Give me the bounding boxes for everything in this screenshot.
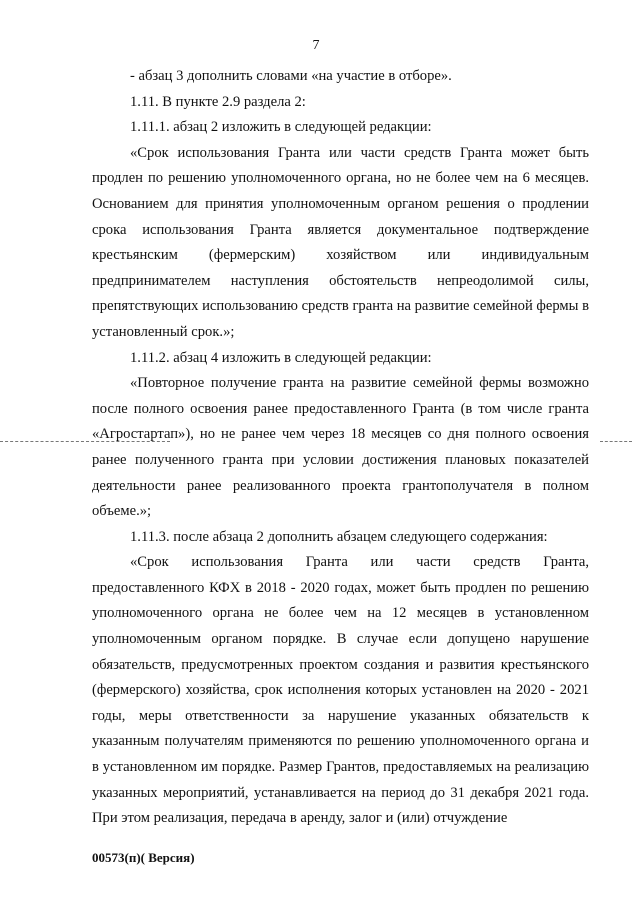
paragraph-quote-kfh-term: «Срок использования Гранта или части средств Гранта, предоставленного КФХ в 2018 - 2020 годах, может быть продлен по решению уполномоченного органа не более чем на 12 месяцев в установленном уполномоченным органом порядке. В случае если допущено нарушение обязательств, предусмотренных проектом создания и развития крестьянского (фермерского) хозяйства, срок исполнения которых установлен на 2020 - 2021 годы, меры ответственности за нарушение указанных обязательств к указанным получателям применяются по решению уполномоченного органа и в установленном им порядке. Размер Грантов, предоставляемых на реализацию указанных мероприятий, устанавливается на период до 31 декабря 2021 года. При этом реализация, передача в аренду, залог и (или) отчуждение <box>92 554 589 827</box>
paragraph-quote-repeat-grant: «Повторное получение гранта на развитие семейной фермы возможно после полного освоения ранее предоставленного Гранта (в том числе гранта «Агростартап»), но не ранее чем через 18 месяцев со дня полного освоения ранее полученного гранта при условии достижения плановых показателей деятельности ранее реализованного проекта грантополучателя в полном объеме.»; <box>92 375 589 520</box>
document-body <box>92 64 589 832</box>
paragraph-item-1-11-1: 1.11.1. абзац 2 изложить в следующей редакции: <box>130 119 432 136</box>
paragraph-amend-abzac-3: - абзац 3 дополнить словами «на участие в отборе». <box>130 68 452 84</box>
document-footer-code: 00573(п)( Версия) <box>92 850 195 865</box>
paragraph-item-1-11-3: 1.11.3. после абзаца 2 дополнить абзацем следующего содержания: <box>130 528 548 545</box>
page-number: 7 <box>312 38 320 53</box>
scan-artifact-line-left <box>0 441 170 442</box>
paragraph-item-1-11-2: 1.11.2. абзац 4 изложить в следующей редакции: <box>130 349 432 366</box>
scan-artifact-line-right <box>600 441 632 442</box>
paragraph-quote-grant-term: «Срок использования Гранта или части средств Гранта может быть продлен по решению уполномоченного органа, но не более чем на 6 месяцев. Основанием для принятия уполномоченным органом решения о продлении срока использования Гранта является документальное подтверждение крестьянским (фермерским) хозяйством или индивидуальным предпринимателем наступления обстоятельств непреодолимой силы, препятствующих использованию средств гранта на развитие семейной фермы в установленный срок.»; <box>92 144 589 340</box>
paragraph-item-1-11: 1.11. В пункте 2.9 раздела 2: <box>130 93 306 110</box>
